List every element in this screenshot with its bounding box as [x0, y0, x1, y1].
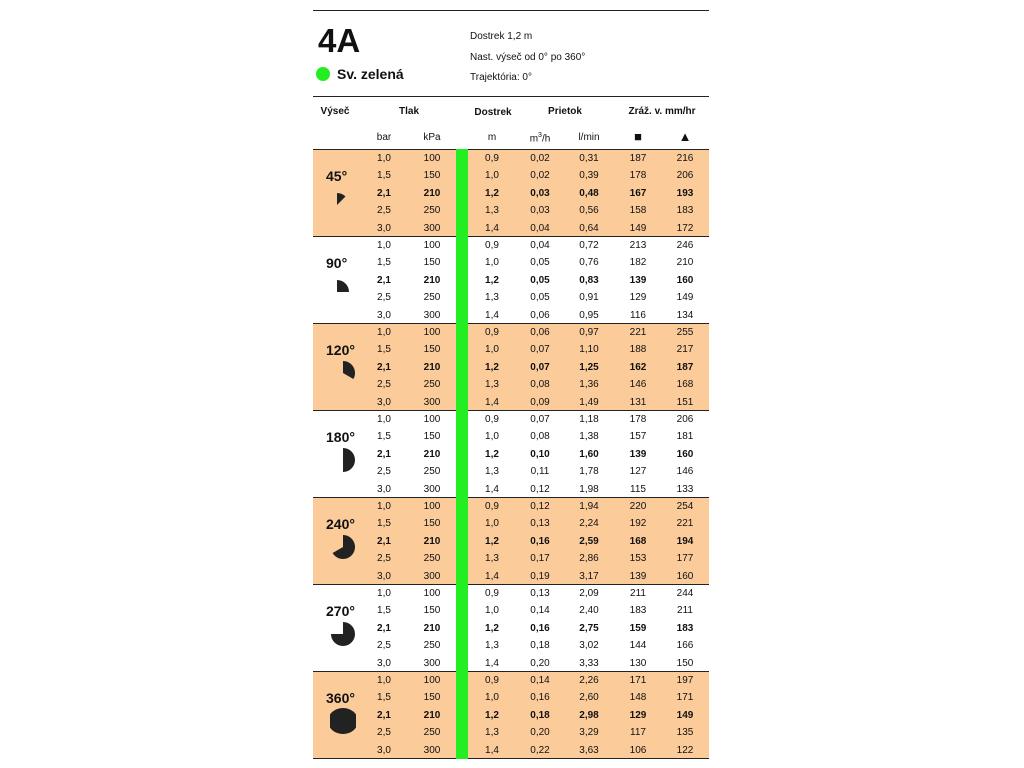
cell-bar: 1,5 — [377, 605, 391, 617]
cell-flow-m3h: 0,10 — [530, 448, 550, 460]
cell-precip-square: 171 — [629, 675, 647, 686]
square-icon: ■ — [634, 129, 642, 144]
cell-bar: 2,1 — [377, 709, 391, 721]
cell-flow-lmin: 0,48 — [579, 187, 599, 199]
unit-m3h-tail: /h — [541, 133, 551, 145]
cell-kpa: 150 — [423, 605, 441, 617]
cell-flow-m3h: 0,18 — [530, 640, 550, 652]
cell-precip-square: 178 — [629, 170, 647, 182]
nozzle-spec-sheet — [313, 0, 709, 768]
sector-angle-label: 240° — [326, 516, 355, 532]
cell-flow-m3h: 0,05 — [530, 257, 550, 269]
cell-precip-triangle: 193 — [676, 187, 694, 199]
cell-radius: 0,9 — [485, 240, 499, 251]
cell-kpa: 100 — [423, 240, 441, 251]
cell-precip-triangle: 172 — [676, 222, 694, 234]
cell-kpa: 100 — [423, 675, 441, 686]
cell-flow-m3h: 0,02 — [530, 153, 550, 164]
cell-kpa: 150 — [423, 431, 441, 443]
cell-precip-triangle: 134 — [676, 309, 694, 321]
cell-kpa: 250 — [423, 640, 441, 652]
cell-flow-lmin: 3,02 — [579, 640, 599, 652]
cell-precip-triangle: 150 — [676, 657, 694, 669]
cell-radius: 1,3 — [485, 727, 499, 739]
cell-precip-square: 117 — [630, 727, 646, 739]
cell-flow-lmin: 1,25 — [579, 361, 599, 373]
cell-bar: 2,1 — [377, 448, 391, 460]
cell-precip-square: 146 — [629, 379, 647, 391]
cell-kpa: 300 — [423, 657, 441, 669]
cell-flow-lmin: 1,49 — [579, 396, 599, 408]
cell-flow-lmin: 2,75 — [579, 622, 599, 634]
cell-precip-square: 129 — [629, 292, 647, 304]
cell-radius: 0,9 — [485, 153, 499, 164]
sector-90-icon — [330, 273, 356, 299]
unit-m3h-base: m — [529, 133, 539, 145]
cell-radius: 1,3 — [485, 205, 499, 217]
cell-flow-m3h: 0,20 — [530, 657, 550, 669]
cell-bar: 1,0 — [377, 675, 391, 686]
cell-precip-square: 149 — [629, 222, 647, 234]
cell-radius: 1,0 — [485, 605, 499, 617]
cell-flow-m3h: 0,19 — [530, 570, 550, 582]
cell-flow-lmin: 0,56 — [579, 205, 599, 217]
cell-radius: 1,4 — [485, 744, 499, 756]
cell-kpa: 210 — [423, 274, 441, 286]
cell-flow-m3h: 0,07 — [530, 361, 550, 373]
cell-flow-lmin: 0,39 — [579, 170, 599, 182]
cell-precip-triangle: 217 — [676, 344, 694, 356]
cell-precip-square: 115 — [630, 483, 646, 495]
cell-radius: 0,9 — [485, 501, 499, 512]
sector-group-180 — [313, 411, 709, 498]
cell-bar: 1,0 — [377, 414, 391, 425]
cell-flow-lmin: 3,33 — [579, 657, 599, 669]
cell-bar: 1,5 — [377, 170, 391, 182]
cell-flow-m3h: 0,13 — [530, 588, 550, 599]
cell-kpa: 250 — [423, 466, 441, 478]
cell-radius: 1,3 — [485, 466, 499, 478]
cell-kpa: 100 — [423, 327, 441, 338]
cell-radius: 1,0 — [485, 170, 499, 182]
cell-precip-square: 127 — [629, 466, 647, 478]
sector-angle-label: 270° — [326, 603, 355, 619]
cell-precip-triangle: 183 — [676, 205, 694, 217]
header-rule — [313, 96, 709, 97]
cell-radius: 0,9 — [485, 675, 499, 686]
cell-flow-m3h: 0,14 — [530, 675, 550, 686]
unit-m: m — [487, 132, 497, 143]
cell-kpa: 300 — [423, 309, 441, 321]
col-precip: Zráž. v. mm/hr — [628, 106, 696, 117]
cell-kpa: 250 — [423, 205, 441, 217]
cell-flow-m3h: 0,12 — [530, 501, 550, 512]
cell-precip-triangle: 221 — [676, 518, 694, 530]
cell-precip-square: 106 — [629, 744, 647, 756]
cell-kpa: 100 — [423, 588, 441, 599]
cell-flow-lmin: 2,40 — [579, 605, 599, 617]
sector-360-icon — [330, 708, 356, 734]
cell-precip-square: 148 — [629, 692, 647, 704]
cell-precip-triangle: 122 — [676, 744, 694, 756]
cell-flow-m3h: 0,16 — [530, 535, 550, 547]
cell-radius: 1,0 — [485, 257, 499, 269]
sector-angle-label: 360° — [326, 690, 355, 706]
sector-group-120 — [313, 324, 709, 411]
cell-flow-m3h: 0,18 — [530, 709, 550, 721]
cell-precip-square: 159 — [629, 622, 647, 634]
cell-bar: 3,0 — [377, 309, 391, 321]
cell-precip-square: 178 — [629, 414, 647, 425]
cell-flow-m3h: 0,22 — [530, 744, 550, 756]
cell-radius: 1,4 — [485, 570, 499, 582]
cell-flow-m3h: 0,03 — [530, 187, 550, 199]
cell-bar: 1,5 — [377, 257, 391, 269]
cell-precip-triangle: 211 — [677, 605, 693, 617]
cell-radius: 0,9 — [485, 414, 499, 425]
cell-bar: 1,0 — [377, 327, 391, 338]
cell-radius: 1,2 — [485, 535, 499, 547]
cell-kpa: 250 — [423, 379, 441, 391]
cell-radius: 1,3 — [485, 640, 499, 652]
col-flow: Prietok — [548, 106, 582, 117]
cell-flow-m3h: 0,12 — [530, 483, 550, 495]
cell-flow-lmin: 0,83 — [579, 274, 599, 286]
cell-flow-lmin: 0,95 — [579, 309, 599, 321]
cell-precip-square: 211 — [630, 588, 646, 599]
col-radius: Dostrek — [474, 107, 512, 118]
cell-kpa: 210 — [423, 448, 441, 460]
cell-precip-triangle: 197 — [676, 675, 694, 686]
cell-precip-triangle: 194 — [676, 535, 694, 547]
cell-precip-square: 130 — [629, 657, 647, 669]
cell-precip-triangle: 160 — [676, 448, 694, 460]
cell-radius: 1,2 — [485, 187, 499, 199]
cell-flow-lmin: 1,38 — [579, 431, 599, 443]
cell-precip-triangle: 183 — [676, 622, 694, 634]
cell-flow-m3h: 0,20 — [530, 727, 550, 739]
cell-radius: 0,9 — [485, 588, 499, 599]
cell-radius: 1,4 — [485, 657, 499, 669]
cell-flow-m3h: 0,03 — [530, 205, 550, 217]
cell-flow-m3h: 0,08 — [530, 379, 550, 391]
spec-radius: Dostrek 1,2 m — [470, 31, 533, 42]
cell-precip-triangle: 160 — [676, 570, 694, 582]
nozzle-color-bar — [456, 149, 468, 759]
cell-kpa: 210 — [423, 535, 441, 547]
cell-flow-m3h: 0,08 — [530, 431, 550, 443]
sector-angle-label: 120° — [326, 342, 355, 358]
cell-radius: 1,0 — [485, 518, 499, 530]
cell-kpa: 210 — [423, 622, 441, 634]
cell-flow-lmin: 3,17 — [579, 570, 599, 582]
cell-bar: 2,5 — [377, 640, 391, 652]
cell-precip-square: 213 — [629, 240, 647, 251]
cell-flow-m3h: 0,16 — [530, 692, 550, 704]
cell-precip-triangle: 146 — [676, 466, 694, 478]
cell-radius: 0,9 — [485, 327, 499, 338]
cell-flow-m3h: 0,09 — [530, 396, 550, 408]
cell-bar: 2,1 — [377, 274, 391, 286]
cell-flow-m3h: 0,05 — [530, 292, 550, 304]
cell-flow-m3h: 0,11 — [530, 466, 550, 478]
cell-kpa: 300 — [423, 483, 441, 495]
cell-flow-lmin: 1,94 — [579, 501, 599, 512]
cell-flow-lmin: 2,09 — [579, 588, 599, 599]
cell-precip-triangle: 149 — [676, 709, 694, 721]
cell-precip-square: 167 — [629, 187, 647, 199]
cell-precip-triangle: 151 — [676, 396, 694, 408]
cell-precip-square: 220 — [629, 501, 647, 512]
cell-flow-m3h: 0,06 — [530, 309, 550, 321]
group-divider — [313, 758, 709, 759]
cell-precip-triangle: 216 — [676, 153, 694, 164]
sector-angle-label: 90° — [326, 255, 348, 271]
cell-radius: 1,0 — [485, 431, 499, 443]
cell-flow-lmin: 1,98 — [579, 483, 599, 495]
cell-precip-triangle: 254 — [676, 501, 694, 512]
cell-flow-lmin: 0,31 — [579, 153, 599, 164]
cell-precip-triangle: 177 — [676, 553, 694, 565]
cell-bar: 2,5 — [377, 466, 391, 478]
cell-kpa: 300 — [423, 570, 441, 582]
cell-flow-lmin: 3,29 — [579, 727, 599, 739]
cell-flow-lmin: 2,60 — [579, 692, 599, 704]
cell-precip-square: 153 — [629, 553, 647, 565]
cell-kpa: 250 — [423, 553, 441, 565]
cell-precip-square: 116 — [630, 309, 646, 321]
cell-bar: 2,5 — [377, 553, 391, 565]
cell-precip-triangle: 135 — [676, 727, 694, 739]
cell-precip-triangle: 244 — [676, 588, 694, 599]
cell-flow-lmin: 1,78 — [579, 466, 599, 478]
cell-bar: 3,0 — [377, 570, 391, 582]
cell-bar: 2,5 — [377, 727, 391, 739]
cell-radius: 1,4 — [485, 222, 499, 234]
cell-precip-triangle: 166 — [676, 640, 694, 652]
cell-flow-lmin: 0,64 — [579, 222, 599, 234]
cell-flow-m3h: 0,17 — [530, 553, 550, 565]
unit-kpa: kPa — [423, 132, 441, 143]
cell-flow-lmin: 0,72 — [579, 240, 599, 251]
model-title: 4A — [318, 22, 361, 59]
cell-precip-square: 139 — [629, 448, 647, 460]
cell-bar: 2,5 — [377, 205, 391, 217]
sector-group-270 — [313, 585, 709, 672]
cell-radius: 1,2 — [485, 709, 499, 721]
unit-m3h — [530, 132, 551, 144]
cell-bar: 2,1 — [377, 535, 391, 547]
cell-flow-lmin: 0,76 — [579, 257, 599, 269]
cell-precip-square: 192 — [629, 518, 647, 530]
cell-precip-square: 139 — [629, 274, 647, 286]
cell-kpa: 150 — [423, 518, 441, 530]
cell-bar: 2,5 — [377, 292, 391, 304]
sector-45-icon — [330, 186, 356, 212]
cell-bar: 1,5 — [377, 344, 391, 356]
cell-bar: 1,0 — [377, 501, 391, 512]
sector-group-360 — [313, 672, 709, 759]
sector-240-icon — [330, 534, 356, 560]
cell-precip-triangle: 149 — [676, 292, 694, 304]
col-sector: Výseč — [320, 106, 350, 117]
cell-flow-m3h: 0,04 — [530, 222, 550, 234]
cell-radius: 1,0 — [485, 344, 499, 356]
sector-120-icon — [330, 360, 356, 386]
cell-kpa: 150 — [423, 344, 441, 356]
cell-precip-square: 188 — [629, 344, 647, 356]
cell-flow-lmin: 2,86 — [579, 553, 599, 565]
cell-precip-square: 162 — [629, 361, 647, 373]
sector-270-icon — [330, 621, 356, 647]
cell-flow-m3h: 0,02 — [530, 170, 550, 182]
cell-flow-m3h: 0,13 — [530, 518, 550, 530]
cell-bar: 1,5 — [377, 692, 391, 704]
cell-kpa: 210 — [423, 709, 441, 721]
cell-precip-square: 221 — [629, 327, 647, 338]
top-rule — [313, 10, 709, 11]
color-label — [316, 66, 404, 82]
cell-bar: 1,0 — [377, 240, 391, 251]
spec-trajectory: Trajektória: 0° — [470, 72, 532, 83]
cell-radius: 1,0 — [485, 692, 499, 704]
cell-flow-lmin: 2,26 — [579, 675, 599, 686]
cell-bar: 3,0 — [377, 744, 391, 756]
cell-flow-m3h: 0,05 — [530, 274, 550, 286]
cell-precip-triangle: 255 — [676, 327, 694, 338]
cell-flow-m3h: 0,16 — [530, 622, 550, 634]
sector-180-icon — [330, 447, 356, 473]
color-dot-icon — [316, 67, 330, 81]
cell-bar: 3,0 — [377, 657, 391, 669]
cell-kpa: 100 — [423, 153, 441, 164]
cell-kpa: 100 — [423, 414, 441, 425]
cell-kpa: 300 — [423, 396, 441, 408]
color-name: Sv. zelená — [337, 66, 404, 82]
cell-flow-m3h: 0,04 — [530, 240, 550, 251]
cell-bar: 2,1 — [377, 361, 391, 373]
cell-precip-square: 139 — [629, 570, 647, 582]
cell-flow-lmin: 3,63 — [579, 744, 599, 756]
cell-kpa: 300 — [423, 222, 441, 234]
cell-precip-square: 157 — [629, 431, 647, 443]
cell-flow-lmin: 1,36 — [579, 379, 599, 391]
cell-precip-square: 129 — [629, 709, 647, 721]
cell-precip-square: 182 — [629, 257, 647, 269]
unit-bar: bar — [376, 132, 392, 143]
cell-radius: 1,4 — [485, 483, 499, 495]
cell-precip-triangle: 210 — [676, 257, 694, 269]
cell-radius: 1,4 — [485, 309, 499, 321]
cell-precip-square: 144 — [629, 640, 647, 652]
cell-flow-lmin: 0,91 — [579, 292, 599, 304]
cell-precip-square: 168 — [629, 535, 647, 547]
unit-m3h-sup: 3 — [538, 132, 542, 139]
sector-angle-label: 180° — [326, 429, 355, 445]
cell-radius: 1,3 — [485, 292, 499, 304]
cell-flow-m3h: 0,07 — [530, 344, 550, 356]
col-pressure: Tlak — [398, 106, 420, 117]
cell-kpa: 100 — [423, 501, 441, 512]
cell-flow-lmin: 1,18 — [579, 414, 599, 425]
sector-group-240 — [313, 498, 709, 585]
cell-bar: 3,0 — [377, 396, 391, 408]
cell-kpa: 210 — [423, 361, 441, 373]
cell-kpa: 210 — [423, 187, 441, 199]
cell-flow-m3h: 0,06 — [530, 327, 550, 338]
cell-precip-triangle: 133 — [676, 483, 694, 495]
sector-angle-label: 45° — [326, 168, 348, 184]
cell-precip-square: 187 — [629, 153, 647, 164]
cell-precip-triangle: 206 — [676, 414, 694, 425]
cell-flow-m3h: 0,07 — [530, 414, 550, 425]
sector-group-90 — [313, 237, 709, 324]
cell-bar: 1,0 — [377, 588, 391, 599]
cell-precip-triangle: 160 — [676, 274, 694, 286]
cell-radius: 1,4 — [485, 396, 499, 408]
cell-precip-triangle: 181 — [676, 431, 694, 443]
cell-kpa: 250 — [423, 727, 441, 739]
cell-kpa: 150 — [423, 692, 441, 704]
cell-bar: 2,1 — [377, 622, 391, 634]
cell-bar: 3,0 — [377, 483, 391, 495]
cell-kpa: 150 — [423, 257, 441, 269]
cell-precip-square: 183 — [629, 605, 647, 617]
cell-precip-square: 131 — [629, 396, 647, 408]
cell-flow-lmin: 1,10 — [579, 344, 599, 356]
unit-lmin: l/min — [578, 132, 600, 143]
cell-bar: 1,5 — [377, 518, 391, 530]
cell-precip-triangle: 171 — [676, 692, 694, 704]
cell-radius: 1,3 — [485, 553, 499, 565]
cell-precip-square: 158 — [629, 205, 647, 217]
cell-flow-lmin: 2,98 — [579, 709, 599, 721]
cell-radius: 1,3 — [485, 379, 499, 391]
cell-radius: 1,2 — [485, 274, 499, 286]
cell-bar: 1,5 — [377, 431, 391, 443]
cell-radius: 1,2 — [485, 448, 499, 460]
cell-bar: 2,5 — [377, 379, 391, 391]
cell-kpa: 150 — [423, 170, 441, 182]
cell-precip-triangle: 246 — [676, 240, 694, 251]
cell-precip-triangle: 206 — [676, 170, 694, 182]
cell-kpa: 300 — [423, 744, 441, 756]
cell-flow-m3h: 0,14 — [530, 605, 550, 617]
cell-precip-triangle: 187 — [676, 361, 694, 373]
cell-flow-lmin: 0,97 — [579, 327, 599, 338]
cell-radius: 1,2 — [485, 361, 499, 373]
cell-bar: 1,0 — [377, 153, 391, 164]
triangle-icon: ▲ — [678, 129, 692, 144]
cell-kpa: 250 — [423, 292, 441, 304]
cell-flow-lmin: 2,59 — [579, 535, 599, 547]
spec-arc: Nast. výseč od 0° po 360° — [470, 52, 586, 63]
cell-bar: 2,1 — [377, 187, 391, 199]
cell-bar: 3,0 — [377, 222, 391, 234]
cell-flow-lmin: 2,24 — [579, 518, 599, 530]
cell-precip-triangle: 168 — [676, 379, 694, 391]
cell-flow-lmin: 1,60 — [579, 448, 599, 460]
sector-group-45 — [313, 150, 709, 237]
cell-radius: 1,2 — [485, 622, 499, 634]
